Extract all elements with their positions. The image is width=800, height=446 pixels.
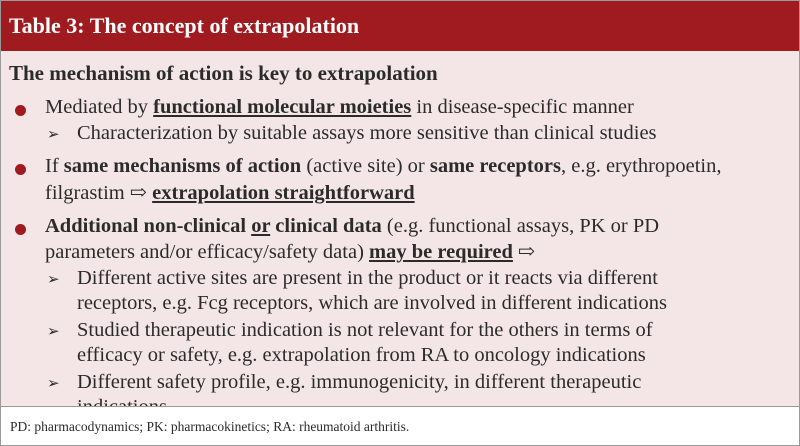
bullet-3-line-2-pre: parameters and/or efficacy/safety data) [45,241,370,263]
bullet-3-or: or [251,215,271,237]
table-title: Table 3: The concept of extrapolation [1,1,799,51]
bullet-2-mid-1: (active site) or [301,155,430,177]
bullet-3-sub-1-line-2: receptors, e.g. Fcg receptors, which are involved in different indications [77,292,667,314]
bullet-3-sub-2-line-1: Studied therapeutic indication is not relevant for the others in terms of [77,319,653,341]
right-arrow-icon: ⇨ [129,182,148,204]
bullet-1-pre: Mediated by [45,96,154,118]
bullet-1-post: in disease-specific manner [411,96,634,118]
bullet-2-line-1 [45,154,722,178]
arrowhead-icon: ➢ [47,324,60,340]
bullet-2-pre: If [45,155,64,177]
bullet-3-line-1 [45,214,659,238]
bullet-2-line-2-pre: filgrastim [45,182,130,204]
right-arrow-icon: ⇨ [518,241,536,263]
bullet-3-emphasis: may be required [369,241,513,263]
bullet-1-emphasis: functional molecular moieties [153,96,412,118]
bullet-2-emphasis: extrapolation straightforward [152,182,415,204]
bullet-3-sub-2-line-2: efficacy or safety, e.g. extrapolation from RA to oncology indications [77,344,646,366]
arrowhead-icon: ➢ [47,272,60,288]
bullet-3-sub-1-line-1: Different active sites are present in the product or it reacts via different [77,267,658,289]
bullet-3-bold-1: Additional non-clinical [45,215,252,237]
arrowhead-icon: ➢ [47,376,60,392]
bullet-3-line-2 [45,240,535,264]
bullet-3-mid: (e.g. functional assays, PK or PD [381,215,660,237]
section-heading: The mechanism of action is key to extrapolation [9,61,438,85]
bullet-2-bold-1: same mechanisms of action [63,155,302,177]
bullet-3-bold-2: clinical data [270,215,382,237]
bullet-2-bold-2: same receptors [429,155,561,177]
bullet-2-mid-2: , e.g. erythropoetin, [560,155,722,177]
bullet-1-text [45,95,634,119]
bullet-3-sub-3-line-1: Different safety profile, e.g. immunogenicity, in different therapeutic [77,371,642,393]
bullet-dot-icon [15,224,26,235]
arrowhead-icon: ➢ [47,127,60,143]
bullet-1-sub: Characterization by suitable assays more sensitive than clinical studies [77,122,657,144]
bullet-dot-icon [15,105,26,116]
bullet-2-line-2 [45,181,415,205]
table-footnote: PD: pharmacodynamics; PK: pharmacokinetics; RA: rheumatoid arthritis. [1,406,799,445]
bullet-dot-icon [15,164,26,175]
table-body [1,51,799,406]
